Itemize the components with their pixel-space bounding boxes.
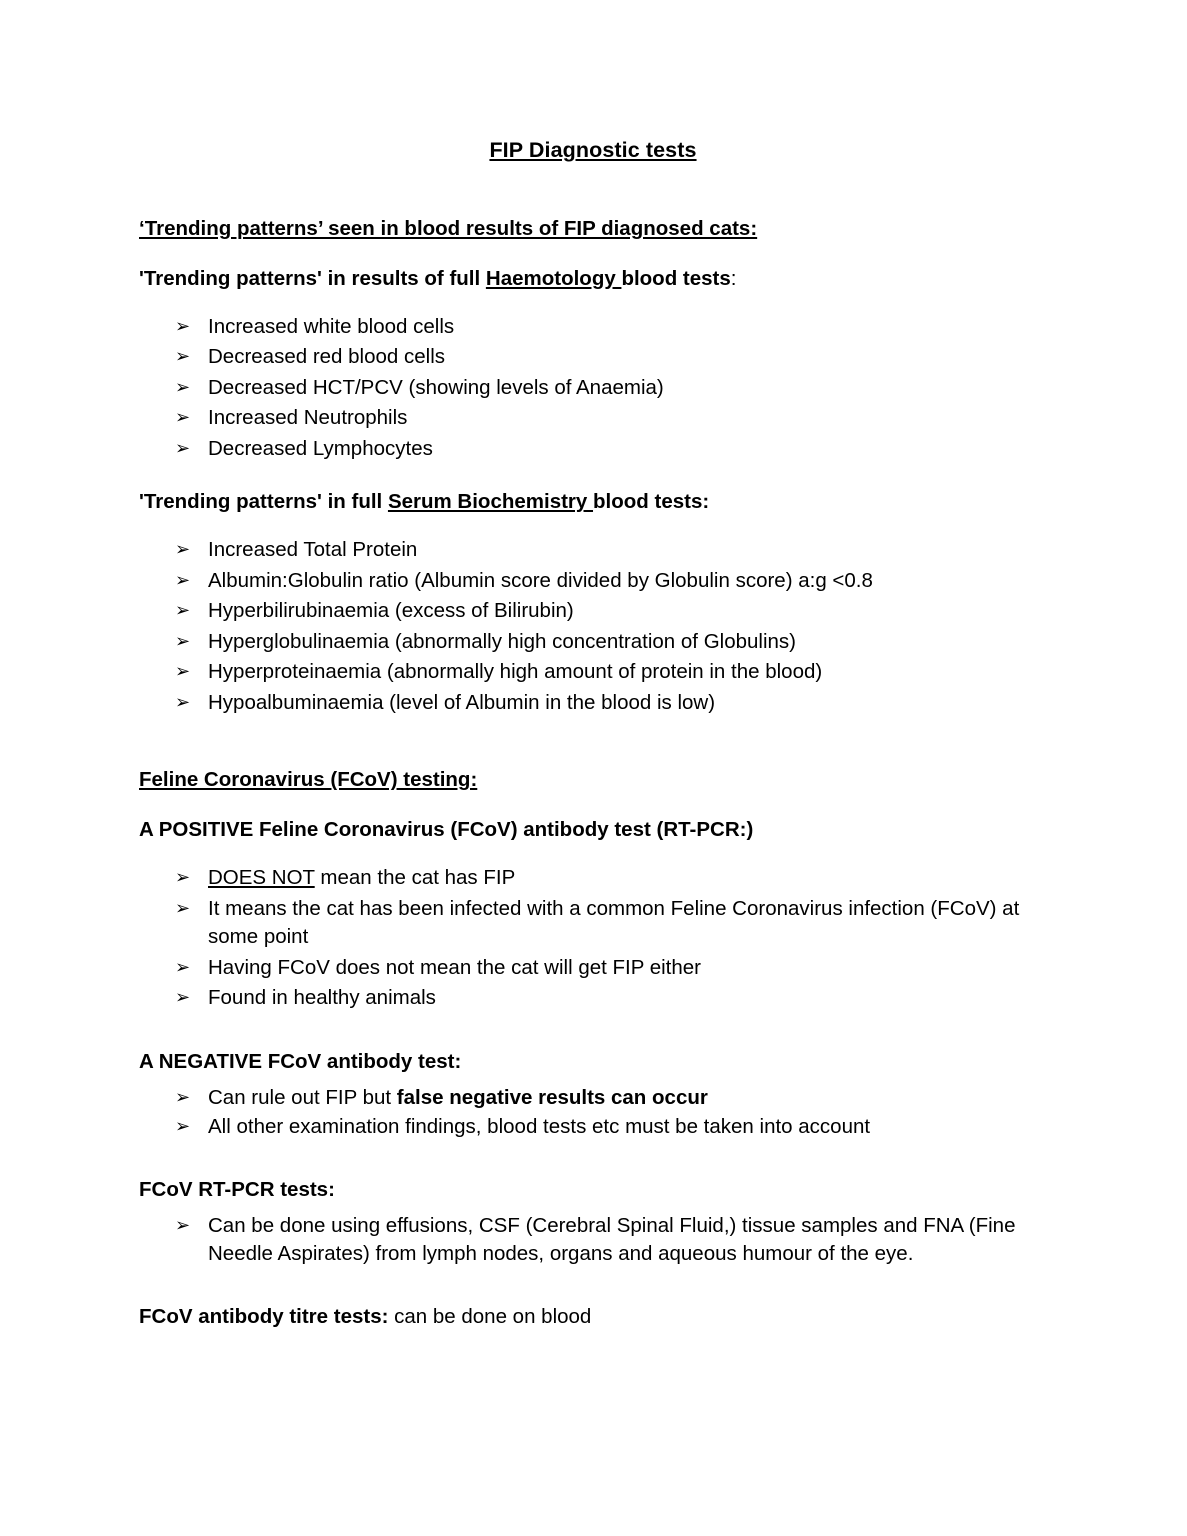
list-item — [139, 404, 1059, 432]
list-item — [139, 597, 1059, 625]
list-item-text: Having FCoV does not mean the cat will get FIP either — [208, 955, 702, 979]
list-item — [139, 435, 1059, 463]
list-item — [139, 954, 1059, 982]
bullet-arrow-icon: ➢ — [175, 407, 191, 429]
emphasis-does-not: DOES NOT — [208, 866, 315, 890]
heading-fcov-testing-text: Feline Coronavirus (FCoV) testing: — [139, 768, 478, 792]
rtpcr-bullet-list — [139, 1212, 1059, 1269]
list-item — [139, 567, 1059, 595]
bullet-arrow-icon: ➢ — [175, 569, 191, 591]
bullet-arrow-icon: ➢ — [175, 600, 191, 622]
heading-positive-test — [139, 817, 1059, 842]
document-body — [139, 0, 1059, 1329]
bullet-arrow-icon: ➢ — [175, 691, 191, 713]
bullet-arrow-icon: ➢ — [175, 539, 191, 561]
list-item — [139, 689, 1059, 717]
list-item — [139, 313, 1059, 341]
list-item-pre: Can rule out FIP but — [208, 1085, 397, 1109]
heading-titre-tests — [139, 1304, 1059, 1329]
bullet-arrow-icon: ➢ — [175, 1086, 191, 1108]
heading-negative-test — [139, 1049, 1059, 1074]
page-title — [139, 0, 1047, 163]
bullet-arrow-icon: ➢ — [175, 867, 191, 889]
bullet-arrow-icon: ➢ — [175, 346, 191, 368]
list-item-text: Found in healthy animals — [208, 986, 436, 1010]
list-item — [139, 984, 1059, 1012]
list-item-text: Decreased red blood cells — [208, 345, 446, 369]
emphasis-false-negative: false negative results can occur — [396, 1085, 708, 1109]
heading-serum-underlined: Serum Biochemistry — [387, 490, 594, 514]
heading-rtpcr-tests — [139, 1177, 1059, 1202]
list-item — [139, 895, 1059, 952]
bullet-arrow-icon: ➢ — [175, 956, 191, 978]
list-item-text: Decreased Lymphocytes — [208, 436, 433, 460]
heading-haemotology-pre: 'Trending patterns' in results of full — [139, 267, 486, 290]
bullet-arrow-icon: ➢ — [175, 987, 191, 1009]
heading-trending-patterns-text: ‘Trending patterns’ seen in blood results of FIP diagnosed cats: — [139, 217, 758, 240]
bullet-arrow-icon: ➢ — [175, 316, 191, 337]
heading-positive-test-text: A POSITIVE Feline Coronavirus (FCoV) antibody test (RT-PCR:) — [139, 818, 754, 842]
heading-fcov-testing — [139, 767, 1059, 792]
bullet-arrow-icon: ➢ — [175, 437, 191, 459]
heading-rtpcr-tests-text: FCoV RT-PCR tests: — [139, 1177, 335, 1201]
heading-serum-biochemistry — [139, 489, 1059, 514]
heading-haemotology-colon: : — [730, 267, 737, 290]
list-item-text: Hyperbilirubinaemia (excess of Bilirubin) — [208, 599, 574, 623]
heading-serum-pre: 'Trending patterns' in full — [139, 490, 388, 514]
list-item — [139, 628, 1059, 656]
list-item-text: Can be done using effusions, CSF (Cerebral Spinal Fluid,) tissue samples and FNA (Fine Needle Aspirates) from lymph nodes, organs and aqueous humour of the eye. — [208, 1213, 1016, 1266]
list-item — [139, 864, 1059, 892]
list-item-text: Hyperproteinaemia (abnormally high amount of protein in the blood) — [208, 660, 823, 684]
list-item-text: Decreased HCT/PCV (showing levels of Anaemia) — [208, 375, 664, 399]
heading-haemotology — [139, 266, 1059, 291]
list-item-text: Hypoalbuminaemia (level of Albumin in the blood is low) — [208, 690, 716, 714]
bullet-arrow-icon: ➢ — [175, 897, 191, 919]
haemotology-bullet-list — [139, 313, 1059, 463]
list-item — [139, 343, 1059, 371]
bullet-arrow-icon: ➢ — [175, 1214, 191, 1236]
serum-bullet-list — [139, 536, 1059, 717]
list-item-text: Increased Total Protein — [208, 538, 418, 562]
heading-titre-tests-bold: FCoV antibody titre tests: — [139, 1304, 389, 1328]
list-item-text: All other examination findings, blood tests etc must be taken into account — [208, 1115, 871, 1139]
heading-negative-test-text: A NEGATIVE FCoV antibody test: — [139, 1049, 462, 1073]
list-item-rest: mean the cat has FIP — [314, 866, 516, 890]
heading-serum-post: blood tests: — [593, 490, 710, 514]
list-item — [139, 1212, 1059, 1269]
heading-haemotology-underlined: Haemotology — [485, 267, 622, 290]
list-item — [139, 1113, 1059, 1141]
heading-trending-patterns — [139, 216, 1059, 241]
bullet-arrow-icon: ➢ — [175, 1116, 191, 1138]
list-item — [139, 1084, 1059, 1112]
list-item — [139, 658, 1059, 686]
heading-haemotology-post: blood tests — [621, 267, 731, 290]
list-item-text: It means the cat has been infected with a common Feline Coronavirus infection (FCoV) at some point — [208, 896, 1020, 949]
list-item-text: Albumin:Globulin ratio (Albumin score divided by Globulin score) a:g <0.8 — [208, 568, 873, 592]
list-item-text: Increased Neutrophils — [208, 406, 408, 430]
positive-bullet-list — [139, 864, 1059, 1012]
heading-titre-tests-rest: can be done on blood — [388, 1304, 592, 1328]
list-item-text — [208, 866, 515, 889]
list-item-text — [208, 1086, 708, 1109]
list-item — [139, 536, 1059, 564]
bullet-arrow-icon: ➢ — [175, 376, 191, 398]
list-item-text: Hyperglobulinaemia (abnormally high concentration of Globulins) — [208, 629, 796, 653]
list-item — [139, 374, 1059, 402]
bullet-arrow-icon: ➢ — [175, 630, 191, 652]
negative-bullet-list — [139, 1084, 1059, 1142]
page-title-text: FIP Diagnostic tests — [489, 138, 697, 162]
bullet-arrow-icon: ➢ — [175, 661, 191, 683]
list-item-text: Increased white blood cells — [208, 315, 455, 338]
